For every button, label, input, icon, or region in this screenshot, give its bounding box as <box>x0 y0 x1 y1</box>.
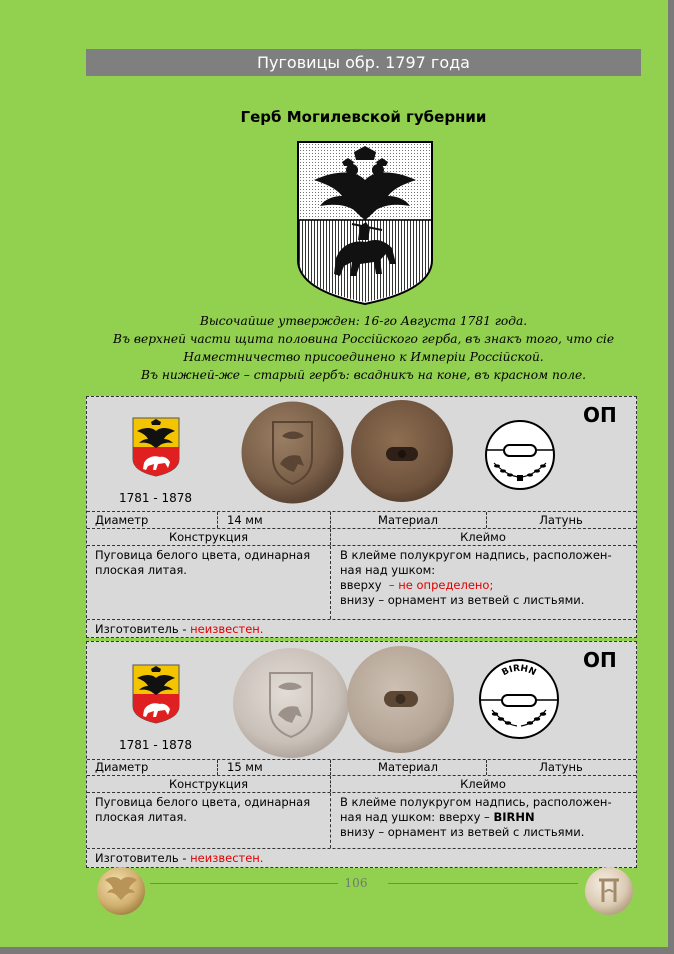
years-label: 1781 - 1878 <box>119 738 193 752</box>
mark-line-1: В клейме полукругом надпись, расположен- <box>340 795 612 809</box>
footer-left-button-icon <box>96 866 146 916</box>
construction-label: Конструкция <box>168 530 248 544</box>
mark-inscription: BIRHN <box>493 810 535 824</box>
mark-label: Клеймо <box>460 777 506 791</box>
description-line-1: Высочайше утвержден: 16-го Августа 1781 года. <box>199 314 528 328</box>
maker-text <box>95 620 263 638</box>
diameter-label: Диаметр <box>95 513 149 527</box>
chapter-banner: Пуговицы обр. 1797 года <box>86 49 641 76</box>
small-coat-of-arms-icon <box>132 417 180 477</box>
footer-right-button-icon <box>584 866 634 916</box>
diameter-value: 15 мм <box>227 760 263 774</box>
mark-text <box>340 793 634 848</box>
mark-text <box>340 546 634 619</box>
construction-text: Пуговица белого цвета, одинарная плоская литая. <box>95 795 311 824</box>
mark-top-value: – не определено; <box>388 578 494 592</box>
button-entry-2 <box>86 641 637 868</box>
mark-line-2: ная над ушком: <box>340 563 436 577</box>
hallmark-diagram <box>478 658 560 740</box>
small-coat-of-arms-icon <box>132 664 180 724</box>
coat-of-arms-image <box>296 140 434 306</box>
material-label: Материал <box>378 513 438 527</box>
spec-row <box>87 759 636 775</box>
maker-row <box>87 848 636 868</box>
button-obverse-photo <box>240 400 345 505</box>
mark-line-1: В клейме полукругом надпись, расположен- <box>340 548 612 562</box>
footer-rule-left <box>150 883 338 884</box>
mark-line-3 <box>340 578 634 593</box>
diameter-value: 14 мм <box>227 513 263 527</box>
details-row <box>87 545 636 619</box>
page-number: 106 <box>344 876 368 890</box>
construction-text: Пуговица белого цвета, одинарная плоская литая. <box>95 548 311 577</box>
maker-label: Изготовитель - <box>95 622 187 636</box>
header-row <box>87 775 636 792</box>
op-badge: ОП <box>583 648 617 672</box>
footer-rule-right <box>388 883 578 884</box>
details-row <box>87 792 636 848</box>
description-line-2: Въ верхней части щита половина Россiйского герба, въ знакъ того, что сiе <box>112 332 615 346</box>
maker-label: Изготовитель - <box>95 851 187 865</box>
mark-label: Клеймо <box>460 530 506 544</box>
mark-top-label: вверху <box>340 578 382 592</box>
section-title: Герб Могилевской губернии <box>240 108 487 126</box>
spec-row <box>87 511 636 528</box>
coat-description <box>86 312 641 384</box>
mark-line-2: ная над ушком: вверху – BIRHN <box>340 810 535 824</box>
years-label: 1781 - 1878 <box>119 491 193 505</box>
button-reverse-photo <box>346 645 455 754</box>
button-reverse-photo <box>350 399 454 503</box>
material-value: Латунь <box>539 513 583 527</box>
header-row <box>87 528 636 545</box>
material-label: Материал <box>378 760 438 774</box>
button-obverse-photo <box>232 647 350 759</box>
hallmark-inscription: BIRHN <box>500 663 538 679</box>
construction-label: Конструкция <box>168 777 248 791</box>
maker-value: неизвестен. <box>190 851 264 865</box>
maker-row <box>87 619 636 638</box>
op-badge: ОП <box>583 403 617 427</box>
material-value: Латунь <box>539 760 583 774</box>
mark-line-3: внизу – орнамент из ветвей с листьями. <box>340 825 585 839</box>
button-entry-1 <box>86 396 637 638</box>
hallmark-diagram <box>484 419 556 491</box>
description-line-3: Наместничество присоединено к Имперiи Россiйской. <box>183 350 544 364</box>
maker-value: неизвестен. <box>190 622 264 636</box>
diameter-label: Диаметр <box>95 760 149 774</box>
description-line-4: Въ нижней-же – старый гербъ: всадникъ на коне, въ красном поле. <box>140 368 587 382</box>
mark-line-4: внизу – орнамент из ветвей с листьями. <box>340 593 585 607</box>
